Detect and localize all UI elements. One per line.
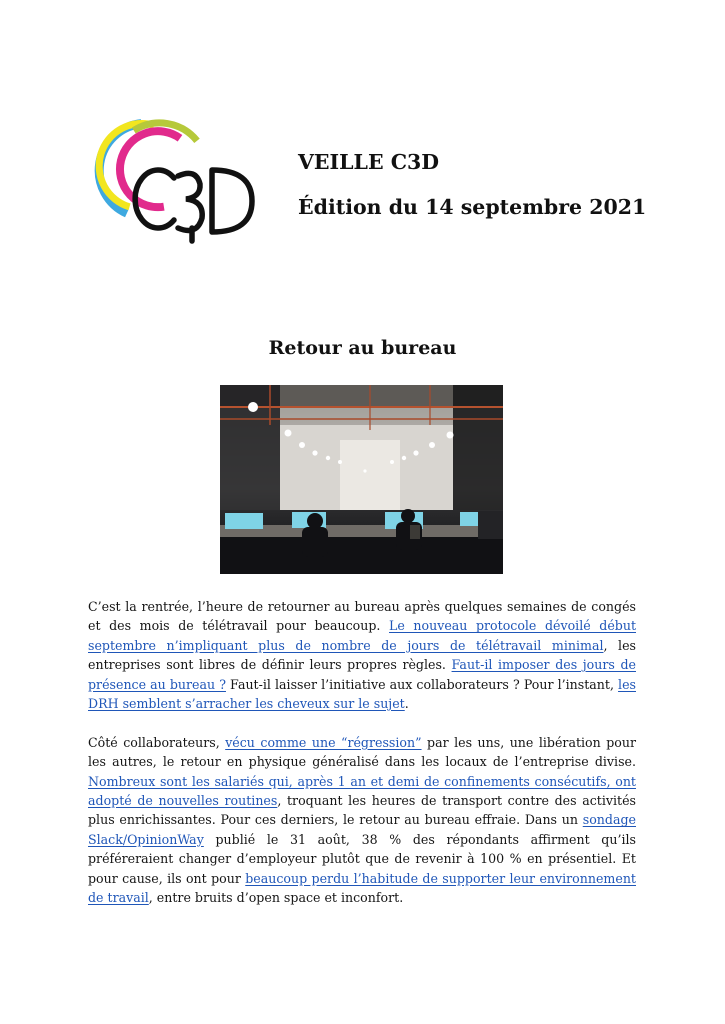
p2-text-4: publié le 31 août, 38 % des répondants affirment qu’ils préféreraient changer d’employeur plutôt que de revenir à 100 % en présentiel. Et pour cause, ils ont pour	[88, 831, 636, 886]
p2-text-2: par les uns, une libération pour les autres, le retour en physique généralisé dans les locaux de l’entreprise divise.	[88, 734, 636, 770]
p2-text-1: Côté collaborateurs,	[88, 734, 226, 750]
regression-link[interactable]: vécu comme une “régression”	[225, 734, 422, 750]
p1-text-1: C’est la rentrée, l’heure de retourner au bureau après quelques semaines de congés et des mois de télétravail pour beaucoup.	[88, 599, 636, 634]
newsletter-title: VEILLE C3D	[298, 150, 440, 174]
edition-date: Édition du 14 septembre 2021	[298, 195, 647, 219]
article-body	[88, 597, 636, 907]
survey-link[interactable]: sondage Slack/OpinionWay	[88, 812, 636, 847]
protocol-link[interactable]: Le nouveau protocole dévoilé début septembre n’impliquant plus de nombre de jours de télétravail minimal	[88, 618, 636, 653]
p2-text-3: , troquant les heures de transport contre des activités plus enrichissantes. Pour ces derniers, le retour au bureau effraie. Dans un	[88, 793, 636, 828]
logo-letter-d	[212, 170, 252, 232]
office-photo	[220, 385, 503, 574]
p1-text-4: .	[404, 696, 409, 712]
drh-link[interactable]: les DRH semblent s’arracher les cheveux sur le sujet	[88, 676, 636, 712]
new-routines-link[interactable]: Nombreux sont les salariés qui, après 1 an et demi de confinements consécutifs, ont adopté de nouvelles routines	[88, 773, 636, 809]
work-environment-link[interactable]: beaucoup perdu l’habitude de supporter leur environnement de travail	[88, 870, 636, 906]
logo-letter-3	[178, 173, 202, 241]
presence-days-link[interactable]: Faut-il imposer des jours de présence au bureau ?	[88, 657, 636, 692]
p2-text-5: , entre bruits d’open space et inconfort.	[148, 890, 404, 906]
article-title: Retour au bureau	[268, 337, 457, 359]
header	[298, 150, 646, 219]
p1-text-2: , les entreprises sont libres de définir leurs propres règles.	[88, 637, 637, 673]
paragraph-1	[88, 597, 636, 713]
c3d-logo	[92, 110, 260, 246]
paragraph-2	[88, 733, 636, 908]
p1-text-3: Faut-il laisser l’initiative aux collaborateurs ? Pour l’instant,	[225, 676, 619, 692]
